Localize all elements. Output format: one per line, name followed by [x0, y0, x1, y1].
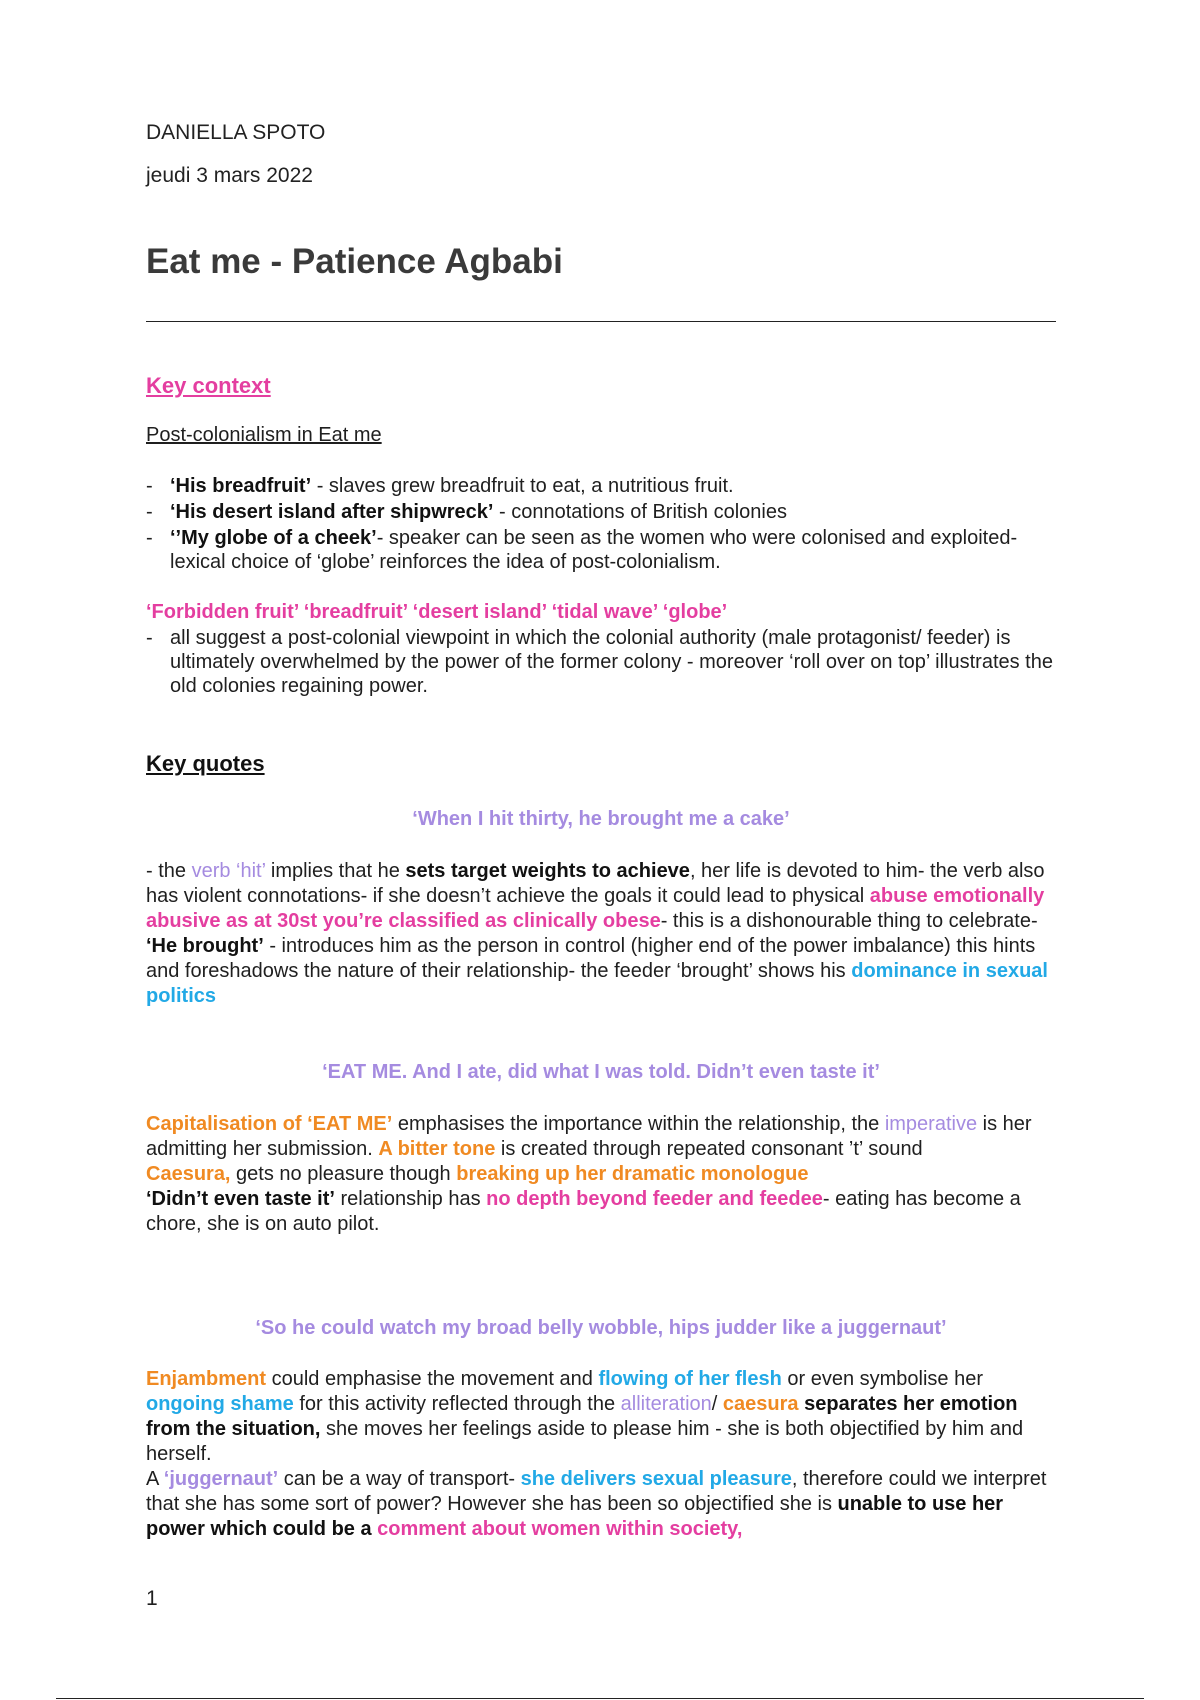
colonial-quotes-analysis: - all suggest a post-colonial viewpoint in which the colonial authority (male protagonist/ feeder) is ultimately overwhelmed by the power of the former colony - moreover ‘roll over on top’ illustrates the old colonies regaining power.: [146, 627, 1053, 697]
post-colonialism-subheading: Post-colonialism in Eat me: [146, 424, 382, 446]
quote-2: ‘EAT ME. And I ate, did what I was told. Didn’t even taste it’: [322, 1061, 880, 1083]
context-bullet-2: - ‘His desert island after shipwreck’ - connotations of British colonies: [146, 501, 787, 523]
page-number: 1: [146, 1587, 158, 1610]
quote-1-analysis: - the verb ‘hit’ implies that he sets target weights to achieve, her life is devoted to him- the verb also has violent connotations- if she doesn’t achieve the goals it could lead to physical abuse emotionally abusive as at 30st you’re classified as clinically obese- this is a dishonourable thing to celebrate- ‘He brought’ - introduces him as the person in control (higher end of the power imbalance) this hints and foreshadows the nature of their relationship- the feeder ‘brought’ shows his dominance in sexual politics: [146, 860, 1048, 1007]
key-quotes-heading: Key quotes: [146, 751, 265, 776]
author-name: DANIELLA SPOTO: [146, 121, 326, 144]
quote-2-analysis: Capitalisation of ‘EAT ME’ emphasises the importance within the relationship, the imperative is her admitting her submission. A bitter tone is created through repeated consonant ’t’ sound Caesura, gets no pleasure though breaking up her dramatic monologue ‘Didn’t even taste it’ relationship has no depth beyond feeder and feedee- eating has become a chore, she is on auto pilot.: [146, 1113, 1032, 1235]
quote-1: ‘When I hit thirty, he brought me a cake’: [412, 808, 790, 830]
quote-3-analysis: Enjambment could emphasise the movement and flowing of her flesh or even symbolise her ongoing shame for this activity reflected through the alliteration/ caesura separates her emotion from the situation, she moves her feelings aside to please him - she is both objectified by him and herself. A ‘juggernaut’ can be a way of transport- she delivers sexual pleasure, therefore could we interpret that she has some sort of power? However she has been so objectified she is unable to use her power which could be a comment about women within society,: [146, 1368, 1047, 1540]
document-date: jeudi 3 mars 2022: [146, 164, 313, 187]
key-context-heading: Key context: [146, 373, 271, 398]
quote-3: ‘So he could watch my broad belly wobble, hips judder like a juggernaut’: [255, 1317, 947, 1339]
title-divider: [146, 321, 1056, 322]
context-bullet-3: - ‘’My globe of a cheek’- speaker can be seen as the women who were colonised and exploited- lexical choice of ‘globe’ reinforces the idea of post-colonialism.: [146, 527, 1018, 573]
context-bullet-1: - ‘His breadfruit’ - slaves grew breadfruit to eat, a nutritious fruit.: [146, 475, 734, 497]
colonial-quotes-list: ‘Forbidden fruit’ ‘breadfruit’ ‘desert island’ ‘tidal wave’ ‘globe’: [146, 601, 728, 623]
page-title: Eat me - Patience Agbabi: [146, 242, 563, 281]
page-bottom-border: [56, 1698, 1144, 1699]
